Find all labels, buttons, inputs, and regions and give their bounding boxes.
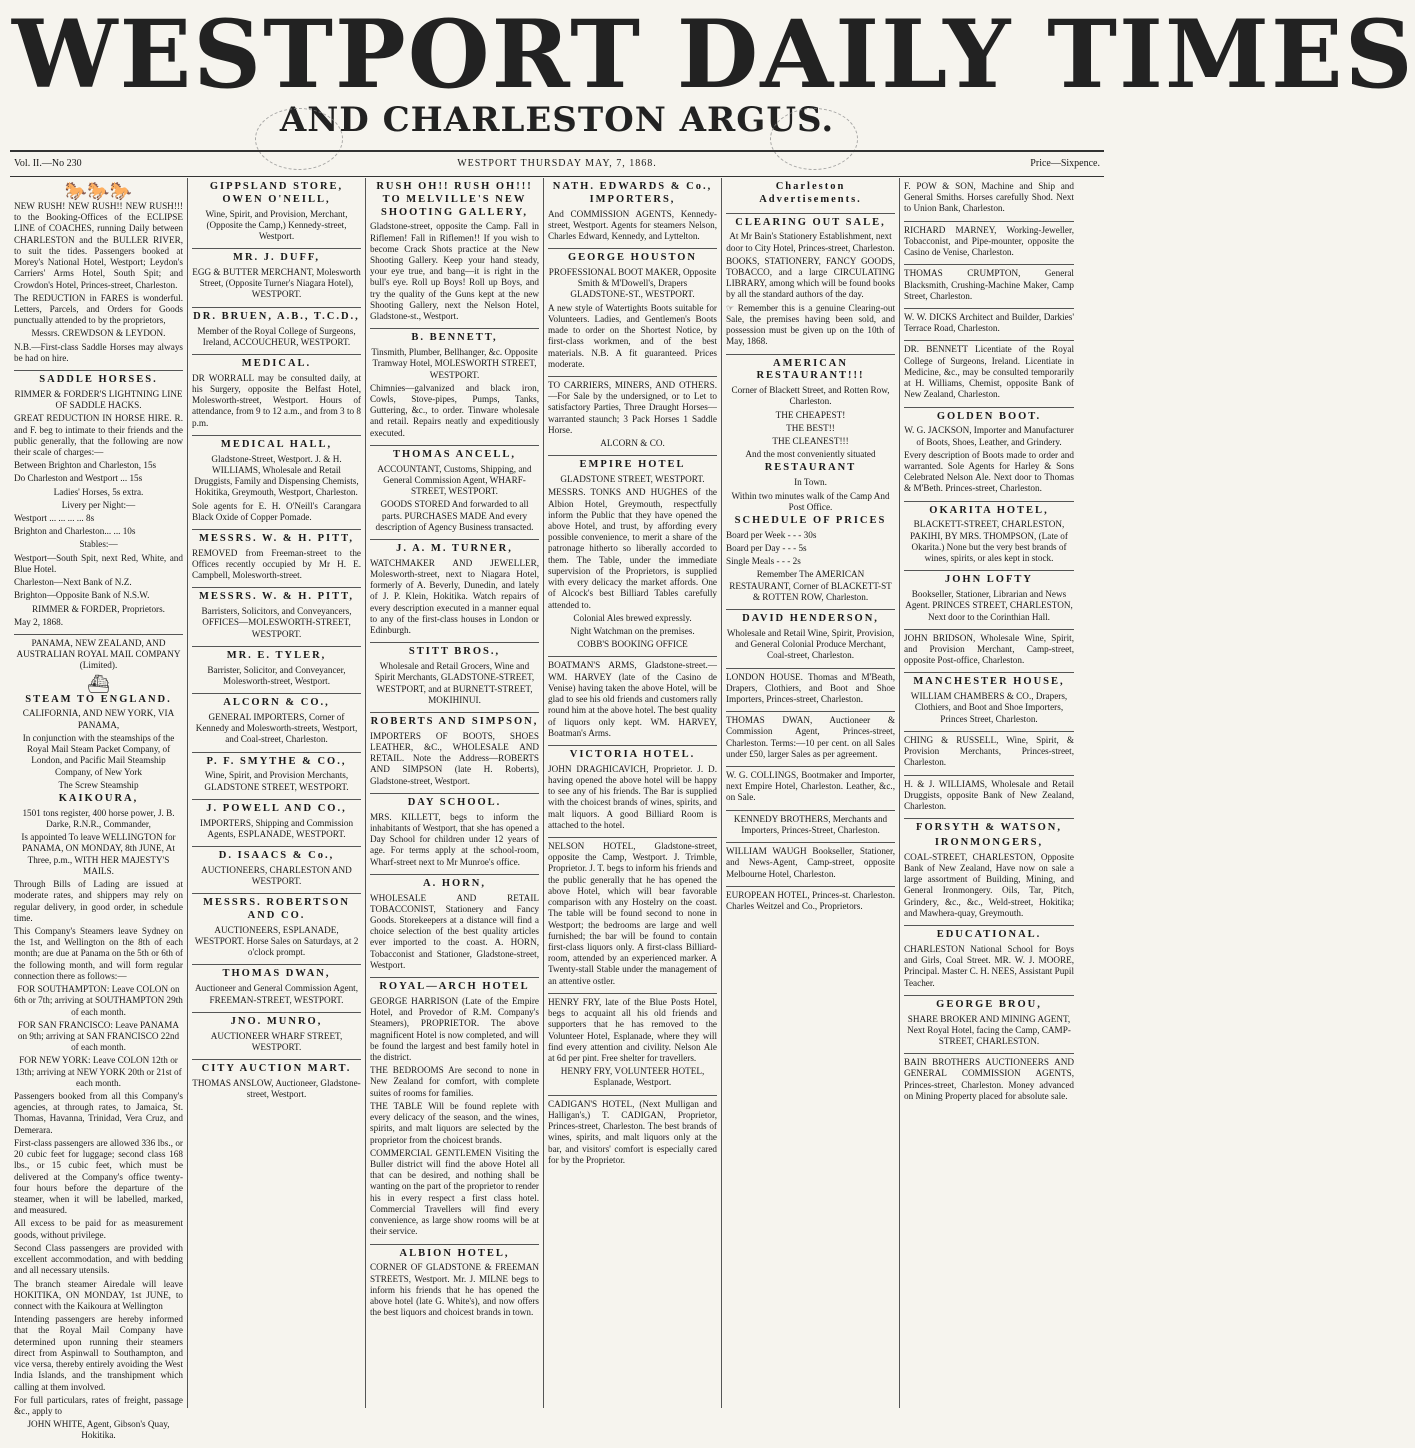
- ad-powell: J. POWELL AND CO., IMPORTERS, Shipping and Commission Agents, ESPLANADE, WESTPORT.: [192, 800, 361, 847]
- ad-pitt-removed: MESSRS. W. & H. PITT, REMOVED from Freeman-street to the Offices recently occupied by Mr H. E. Campbell, Molesworth-street.: [192, 530, 361, 588]
- ad-educational: EDUCATIONAL. CHARLESTON National School for Boys and Girls, Coal Street. MR. W. J. MOORE, Principal. Master C. H. NEES, Assistant Pupil Teacher.: [904, 926, 1074, 996]
- ad-pitt-barristers: MESSRS. W. & H. PITT, Barristers, Solicitors, and Conveyancers, OFFICES—MOLESWORTH-STREET, WESTPORT.: [192, 588, 361, 646]
- ad-saddle-horses: SADDLE HORSES. RIMMER & FORDER'S LIGHTNING LINE OF SADDLE HACKS. GREAT REDUCTION IN HORSE HIRE. R. and F. beg to intimate to their friends and the public generally, that the following are now their scale of charges:— Between Brighton and Charleston, 15s Do Charleston and Westport ... 15s Ladies' Horses, 5s extra. Livery per Night:— Westport ... ... ... ... 8s Brighton and Charleston... ... 10s Stables:— Westport—South Spit, next Red, White, and Blue Hotel. Charleston—Next Bank of N.Z. Brighton—Opposite Bank of N.S.W. RIMMER & FORDER, Proprietors. May 2, 1868.: [14, 371, 183, 635]
- ad-kennedy-brothers: KENNEDY BROTHERS, Merchants and Importers, Princes-Street, Charleston.: [726, 811, 895, 843]
- ad-roberts-simpson: ROBERTS AND SIMPSON, IMPORTERS OF BOOTS, SHOES LEATHER, &C., WHOLESALE AND RETAIL. Note the Address—ROBERTS AND SIMPSON (late H. Roberts), Gladstone-street, Westport.: [370, 713, 539, 794]
- ad-horn: A. HORN, WHOLESALE AND RETAIL TOBACCONIST, Stationery and Fancy Goods. Storekeepers at a distance will find a choice selection of the best quality articles ever imported to the coast. A. HORN, Tobacconist and Stationer, Gladstone-street, Westport.: [370, 875, 539, 978]
- ad-clearing-sale: CLEARING OUT SALE, At Mr Bain's Stationery Establishment, next door to City Hotel, Princes-street, Charleston. BOOKS, STATIONERY, FANCY GOODS, TOBACCO, and a large CIRCULATING LIBRARY, among which will be found books by all the standard authors of the day. ☞ Remember this is a genuine Clearing-out Sale, the premises having been sold, and possession must be given up on the 10th of May, 1868.: [726, 214, 895, 355]
- ad-european-hotel: EUROPEAN HOTEL, Princes-st. Charleston. Charles Weitzel and Co., Proprietors.: [726, 889, 895, 911]
- volume-number: Vol. II.—No 230: [14, 158, 82, 169]
- ad-dr-bruen: DR. BRUEN, A.B., T.C.D., Member of the Royal College of Surgeons, Ireland, ACCOUCHEUR, WESTPORT.: [192, 308, 361, 355]
- columns: [10, 178, 1104, 1441]
- ad-royal-arch: ROYAL—ARCH HOTEL GEORGE HARRISON (Late of the Empire Hotel, and Provedor of R.M. Company's Steamers), PROPRIETOR. The above magnificent Hotel is now completed, and will be found the largest and best family hotel in the district. THE BEDROOMS Are second to none in New Zealand for comfort, with complete suites of rooms for families. THE TABLE Will be found replete with every delicacy of the season, and the wines, spirits, and malt liquors are selected by the proprietor from the choicest brands. COMMERCIAL GENTLEMEN Visiting the Buller district will find the above Hotel all that can be desired, and nothing shall be wanting on the part of the proprietor to render his in every respect a first class hotel. Commercial Travellers will find every convenience, as large show rooms will be at their service.: [370, 978, 539, 1244]
- ad-waugh: WILLIAM WAUGH Bookseller, Stationer, and News-Agent, Camp-street, opposite Melbourne Hotel, Charleston.: [726, 843, 895, 887]
- ad-american-restaurant: AMERICAN RESTAURANT!!! Corner of Blackett Street, and Rotten Row, Charleston. THE CHEAPEST! THE BEST!! THE CLEANEST!!! And the most conveniently situated RESTAURANT In Town. Within two minutes walk of the Camp And Post Office. SCHEDULE OF PRICES Board per Week - - - 30s Board per Day - - - 5s Single Meals - - - 2s Remember The AMERICAN RESTAURANT, Corner of BLACKETT-ST & ROTTEN ROW, Charleston.: [726, 355, 895, 610]
- coach-illustration-icon: 🐎🐎🐎: [64, 181, 133, 201]
- ad-medical: MEDICAL. DR WORRALL may be consulted daily, at his Surgery, opposite the Belfast Hotel, Molesworth-street, Westport. Hours of attendance, from 9 to 12 a.m., and from 3 to 8 p.m.: [192, 355, 361, 436]
- ad-bridson: JOHN BRIDSON, Wholesale Wine, Spirit, and Provision Merchant, Camp-street, opposite Post-office, Charleston.: [904, 630, 1074, 674]
- ad-london-house: LONDON HOUSE. Thomas and M'Beath, Drapers, Clothiers, and Boot and Shoe Importers, Princes-street, Charleston.: [726, 669, 895, 713]
- column-5: [722, 178, 900, 1408]
- ad-williams: H. & J. WILLIAMS, Wholesale and Retail Druggists, opposite Bank of New Zealand, Charleston.: [904, 776, 1074, 820]
- ad-henderson: DAVID HENDERSON, Wholesale and Retail Wine, Spirit, Provision, and General Colonial Produce Merchant, Coal-street, Charleston.: [726, 610, 895, 668]
- ad-ching-russell: CHING & RUSSELL, Wine, Spirit, & Provision Merchants, Princes-street, Charleston.: [904, 732, 1074, 776]
- column-2: [188, 178, 366, 1408]
- ad-stitt: STITT BROS., Wholesale and Retail Grocers, Wine and Spirit Merchants, GLADSTONE-STREET, WESTPORT, and at BURNETT-STREET, MOKIHINUI.: [370, 643, 539, 713]
- ad-dwan-charleston: THOMAS DWAN, Auctioneer & Commission Agent, Princes-street, Charleston. Terms:—10 per cent. on all Sales under £50, larger Sales as per agreement.: [726, 712, 895, 767]
- ad-golden-boot: GOLDEN BOOT. W. G. JACKSON, Importer and Manufacturer of Boots, Shoes, Leather, and Grindery. Every description of Boots made to order and warranted. Sole Agents for Harley & Sons Celebrated Nelson Ale. Next door to Thomas & M'Beth. Princes-street, Charleston.: [904, 408, 1074, 502]
- ad-forsyth-watson: FORSYTH & WATSON, IRONMONGERS, COAL-STREET, CHARLESTON, Opposite Bank of New Zealand, Have now on sale a large assortment of Building, Mining, and General Ironmongery. Oils, Tar, Pitch, Grindery, &c., &c., Weld-street, Hokitika; and Mawhera-quay, Greymouth.: [904, 819, 1074, 926]
- ad-george-brou: GEORGE BROU, SHARE BROKER AND MINING AGENT, Next Royal Hotel, facing the Camp, CAMP-STREET, CHARLESTON.: [904, 996, 1074, 1054]
- column-1: [10, 178, 188, 1441]
- steamship-icon: ⛴: [87, 673, 110, 694]
- ad-manchester-house: MANCHESTER HOUSE, WILLIAM CHAMBERS & CO., Drapers, Clothiers, and Boot and Shoe Importers, Princes Street, Charleston.: [904, 673, 1074, 731]
- ad-cadigan: CADIGAN'S HOTEL, (Next Mulligan and Halligan's,) T. CADIGAN, Proprietor, Princes-street, Charleston. The best brands of wines, spirits, and malt liquors only at the bar, and visitors' comfort is especially cared for by the Proprietor.: [548, 1098, 717, 1165]
- issue-date: WESTPORT THURSDAY MAY, 7, 1868.: [457, 158, 657, 169]
- column-3: [366, 178, 544, 1408]
- ad-turner: J. A. M. TURNER, WATCHMAKER AND JEWELLER, Molesworth-street, next to Niagara Hotel, formerly of A. Beverly, Dunedin, and lately of J. P. Klein, Hokitika. Watch repairs of every description executed in a manner equal to any of the first-class houses in London or Edinburgh.: [370, 540, 539, 643]
- newspaper-subtitle: AND CHARLESTON ARGUS.: [279, 100, 835, 140]
- ad-munro: JNO. MUNRO, AUCTIONEER WHARF STREET, WESTPORT.: [192, 1013, 361, 1060]
- ad-medical-hall: MEDICAL HALL, Gladstone-Street, Westport. J. & H. WILLIAMS, Wholesale and Retail Druggists, Family and Dispensing Chemists, Hokitika, Greymouth, Westport, Charleston. Sole agents for E. H. O'Neill's Carangara Black Oxide of Copper Pomade.: [192, 436, 361, 530]
- ad-houston: GEORGE HOUSTON PROFESSIONAL BOOT MAKER, Opposite Smith & M'Dowell's, Drapers GLADSTONE-ST., WESTPORT. A new style of Watertights Boots suitable for Volunteers. Ladies, and Gentlemen's Boots made to order on the Shortest Notice, by first-class workmen, and of the best materials. N.B. A fit guaranteed. Prices moderate.: [548, 249, 717, 377]
- ad-lofty: JOHN LOFTY Bookseller, Stationer, Librarian and News Agent. PRINCES STREET, CHARLESTON, Next door to the Corinthian Hall.: [904, 571, 1074, 629]
- dateline: [10, 150, 1104, 177]
- column-6: [900, 178, 1078, 1408]
- ad-eclipse-coaches: 🐎🐎🐎 NEW RUSH! NEW RUSH!! NEW RUSH!!! to the Booking-Offices of the ECLIPSE LINE of COACHES, running Daily between CHARLESTON and the BULLER RIVER, to suit the tides. Passengers booked at Morey's National Hotel, Westport; Leydon's Carriers' Arms Hotel, South Spit; and Crowdon's Hotel, Princes-street, Charleston. The REDUCTION in FARES is wonderful. Letters, Parcels, and Orders for Goods punctually attended to by the proprietors, Messrs. CREWDSON & LEYDON. N.B.—First-class Saddle Horses may always be had on hire.: [14, 178, 183, 371]
- ad-city-auction-mart: CITY AUCTION MART. THOMAS ANSLOW, Auctioneer, Gladstone-street, Westport.: [192, 1062, 361, 1099]
- ad-smythe: P. F. SMYTHE & CO., Wine, Spirit, and Provision Merchants, GLADSTONE STREET, WESTPORT.: [192, 753, 361, 800]
- ad-shooting-gallery: RUSH OH!! RUSH OH!!! TO MELVILLE'S NEW SHOOTING GALLERY, Gladstone-street, opposite the Camp. Fall in Riflemen! Fall in Riflemen!! If you wish to become Crack Shots practice at the New Shooting Gallery. Keep your hand steady, your eye true, and bang—it is right in the bull's eye. Roll up Boys! Roll up Boys, and try the quality of the Guns kept at the new Shooting Gallery, next the Nelson Hotel, Gladstone-st., Westport.: [370, 178, 539, 329]
- ad-gippsland-store: GIPPSLAND STORE, OWEN O'NEILL, Wine, Spirit, and Provision, Merchant, (Opposite the Camp,) Kennedy-street, Westport.: [192, 178, 361, 249]
- newspaper-title: WESTPORT DAILY TIMES: [12, 0, 1415, 110]
- ad-empire-hotel: EMPIRE HOTEL GLADSTONE STREET, WESTPORT. MESSRS. TONKS AND HUGHES of the Albion Hotel, Greymouth, respectfully inform the Public that they have opened the above Hotel, and trust, by affording every possible convenience, to merit a share of the patronage hitherto so liberally accorded to them. The Table, under the immediate supervision of the Proprietors, is supplied with every delicacy the market affords. One of Alcock's best Billiard Tables carefully attended to. Colonial Ales brewed expressly. Night Watchman on the premises. COBB'S BOOKING OFFICE: [548, 456, 717, 657]
- ad-ancell: THOMAS ANCELL, ACCOUNTANT, Customs, Shipping, and General Commission Agent, WHARF-STREET, WESTPORT. GOODS STORED And forwarded to all parts. PURCHASES MADE And every description of Agency Business transacted.: [370, 446, 539, 540]
- ad-collings: W. G. COLLINGS, Bootmaker and Importer, next Empire Hotel, Charleston. Leather, &c., on Sale.: [726, 767, 895, 811]
- ad-day-school: DAY SCHOOL. MRS. KILLETT, begs to inform the inhabitants of Westport, that she has opened a Day School for children under 12 years of age. For terms apply at the school-room, Wharf-street next to Mr Munroe's office.: [370, 794, 539, 875]
- section-header: Charleston Advertisements.: [726, 178, 895, 214]
- ad-nelson-hotel: NELSON HOTEL, Gladstone-street, opposite the Camp, Westport. J. Trimble, Proprietor. J. T. begs to inform his friends and the public generally that he has opened the above Hotel, which will bear favorable comparison with any Hostelry on the coast. The table will be found second to none in Westport; the bedrooms are large and well furnished; the bar will be found to contain first-class liquors only. A first-class Billiard-room, attended by an experienced marker. A Twenty-stall Stable under the management of an attentive ostler.: [548, 838, 717, 994]
- masthead: [0, 0, 1415, 150]
- column-4: [544, 178, 722, 1408]
- ad-dr-bennett: DR. BENNETT Licentiate of the Royal College of Surgeons, Ireland. Licentiate in Medicine, &c., may be consulted temporarily at H. Williams, Chemist, opposite Bank of New Zealand, Charleston.: [904, 341, 1074, 407]
- ad-henry-fry: HENRY FRY, late of the Blue Posts Hotel, begs to acquaint all his old friends and supporters that he has removed to the Volunteer Hotel, Esplanade, where they will find every attention and civility. Nelson Ale at 6d per pint. Free shelter for travellers. HENRY FRY, VOLUNTEER HOTEL, Esplanade, Westport.: [548, 994, 717, 1096]
- ad-duff: MR. J. DUFF, EGG & BUTTER MERCHANT, Molesworth Street, (Opposite Turner's Niagara Hotel), WESTPORT.: [192, 249, 361, 307]
- ad-nath-edwards: NATH. EDWARDS & Co., IMPORTERS, And COMMISSION AGENTS, Kennedy-street, Westport. Agents for steamers Nelson, Charles Edward, Kennedy, and Lyttelton.: [548, 178, 717, 249]
- ad-panama-mail: PANAMA, NEW ZEALAND, AND AUSTRALIAN ROYAL MAIL COMPANY (Limited). ⛴ STEAM TO ENGLAND. CALIFORNIA, AND NEW YORK, VIA PANAMA, In conjunction with the steamships of the Royal Mail Steam Packet Company, of London, and Pacific Mail Steamship Company, of New York The Screw Steamship KAIKOURA, 1501 tons register, 400 horse power, J. B. Darke, R.N.R., Commander, Is appointed To leave WELLINGTON for PANAMA, ON MONDAY, 8th JUNE, At Three, p.m., WITH HER MAJESTY'S MAILS. Through Bills of Lading are issued at moderate rates, and shippers may rely on regular delivery, in good order, in schedule time. This Company's Steamers leave Sydney on the 1st, and Wellington on the 8th of each month; are due at Panama on the 5th or 6th of the following month, and will form regular connection there as follows:— FOR SOUTHAMPTON: Leave COLON on 6th or 7th; arriving at SOUTHAMPTON 29th of each month. FOR SAN FRANCISCO: Leave PANAMA on 9th; arriving at SAN FRANCISCO 22nd of each month. FOR NEW YORK: Leave COLON 12th or 13th; arriving at NEW YORK 20th or 21st of each month. Passengers booked from all this Company's agencies, at through rates, to Jamaica, St. Thomas, Havanna, Trinidad, Vera Cruz, and Demerara. First-class passengers are allowed 336 lbs., or 20 cubic feet for luggage; second class 168 lbs., or 15 cubic feet, which must be delivered at the Company's office twenty-four hours before the departure of the steamer, when it will be labelled, marked, and measured. All excess to be paid for as measurement goods, without privilege. Second Class passengers are provided with excellent accommodation, and with bedding and all necessary utensils. The branch steamer Airedale will leave HOKITIKA, ON MONDAY, 1st JUNE, to connect with the Kaikoura at Wellington Intending passengers are hereby informed that the Royal Mail Company have determined upon running their steamers direct from Aspinwall to Southampton, and vice versa, thereby entirely avoiding the West India Islands, and the transhipment which calling at them involved. For full particulars, rates of freight, passage &c., apply to JOHN WHITE, Agent, Gibson's Quay, Hokitika.: [14, 638, 183, 1441]
- price: Price—Sixpence.: [1030, 158, 1100, 169]
- ad-dicks: W. W. DICKS Architect and Builder, Darkies' Terrace Road, Charleston.: [904, 309, 1074, 341]
- ad-crumpton: THOMAS CRUMPTON, General Blacksmith, Crushing-Machine Maker, Camp Street, Charleston.: [904, 265, 1074, 309]
- ad-isaacs: D. ISAACS & Co., AUCTIONEERS, CHARLESTON AND WESTPORT.: [192, 847, 361, 894]
- ad-marney: RICHARD MARNEY, Working-Jeweller, Tobacconist, and Pipe-mounter, opposite the Casino de Venise, Charleston.: [904, 222, 1074, 266]
- ad-tyler: MR. E. TYLER, Barrister, Solicitor, and Conveyancer, Molesworth-street, Westport.: [192, 647, 361, 694]
- ad-pow-son: F. POW & SON, Machine and Ship and General Smiths. Horses carefully Shod. Next to Union Bank, Charleston.: [904, 178, 1074, 222]
- ad-b-bennett: B. BENNETT, Tinsmith, Plumber, Bellhanger, &c. Opposite Tramway Hotel, MOLESWORTH STREET, WESTPORT. Chimnies—galvanized and black iron, Cowls, Stove-pipes, Pumps, Tanks, Guttering, &c., to order. Tinware wholesale and retail. Repairs neatly and expeditiously executed.: [370, 329, 539, 446]
- ad-bain-brothers: BAIN BROTHERS AUCTIONEERS AND GENERAL COMMISSION AGENTS, Princes-street, Charleston. Money advanced on Mining Property placed for absolute sale.: [904, 1057, 1074, 1101]
- ad-albion: ALBION HOTEL, CORNER OF GLADSTONE & FREEMAN STREETS, Westport. Mr. J. MILNE begs to inform his friends that he has opened the above hotel (late G. White's), and now offers the best liquors and choicest brands in town.: [370, 1247, 539, 1318]
- ad-boatmans-arms: BOATMAN'S ARMS, Gladstone-street.—WM. HARVEY (late of the Casino de Venise) having taken the above Hotel, will be glad to see his old friends and customers rally round him at the above hotel. The best quality of liquors only kept. WM. HARVEY, Boatman's Arms.: [548, 657, 717, 746]
- ad-victoria-hotel: VICTORIA HOTEL. JOHN DRAGHICAVICH, Proprietor. J. D. having opened the above hotel will be happy to see any of his friends. The Bar is supplied with the choicest brands of wines, spirits, and malt liquors. A good Billiard Room is attached to the hotel.: [548, 746, 717, 838]
- ad-thomas-dwan: THOMAS DWAN, Auctioneer and General Commission Agent, FREEMAN-STREET, WESTPORT.: [192, 965, 361, 1012]
- ad-okarita-hotel: OKARITA HOTEL, BLACKETT-STREET, CHARLESTON, PAKIHI, BY MRS. THOMPSON, (Late of Okarita.) None but the very best brands of wines, spirits, or ales kept in stock.: [904, 502, 1074, 572]
- ad-carriers: TO CARRIERS, MINERS, AND OTHERS.—For Sale by the undersigned, or to Let to satisfactory Parties, Three Draught Horses—warranted staunch; 3 Pack Horses 1 Saddle Horse. ALCORN & CO.: [548, 377, 717, 456]
- ad-alcorn: ALCORN & CO., GENERAL IMPORTERS, Corner of Kennedy and Molesworth-streets, Westport, and Coal-street, Charleston.: [192, 694, 361, 752]
- ad-robertson: MESSRS. ROBERTSON AND CO. AUCTIONEERS, ESPLANADE, WESTPORT. Horse Sales on Saturdays, at 2 o'clock prompt.: [192, 894, 361, 965]
